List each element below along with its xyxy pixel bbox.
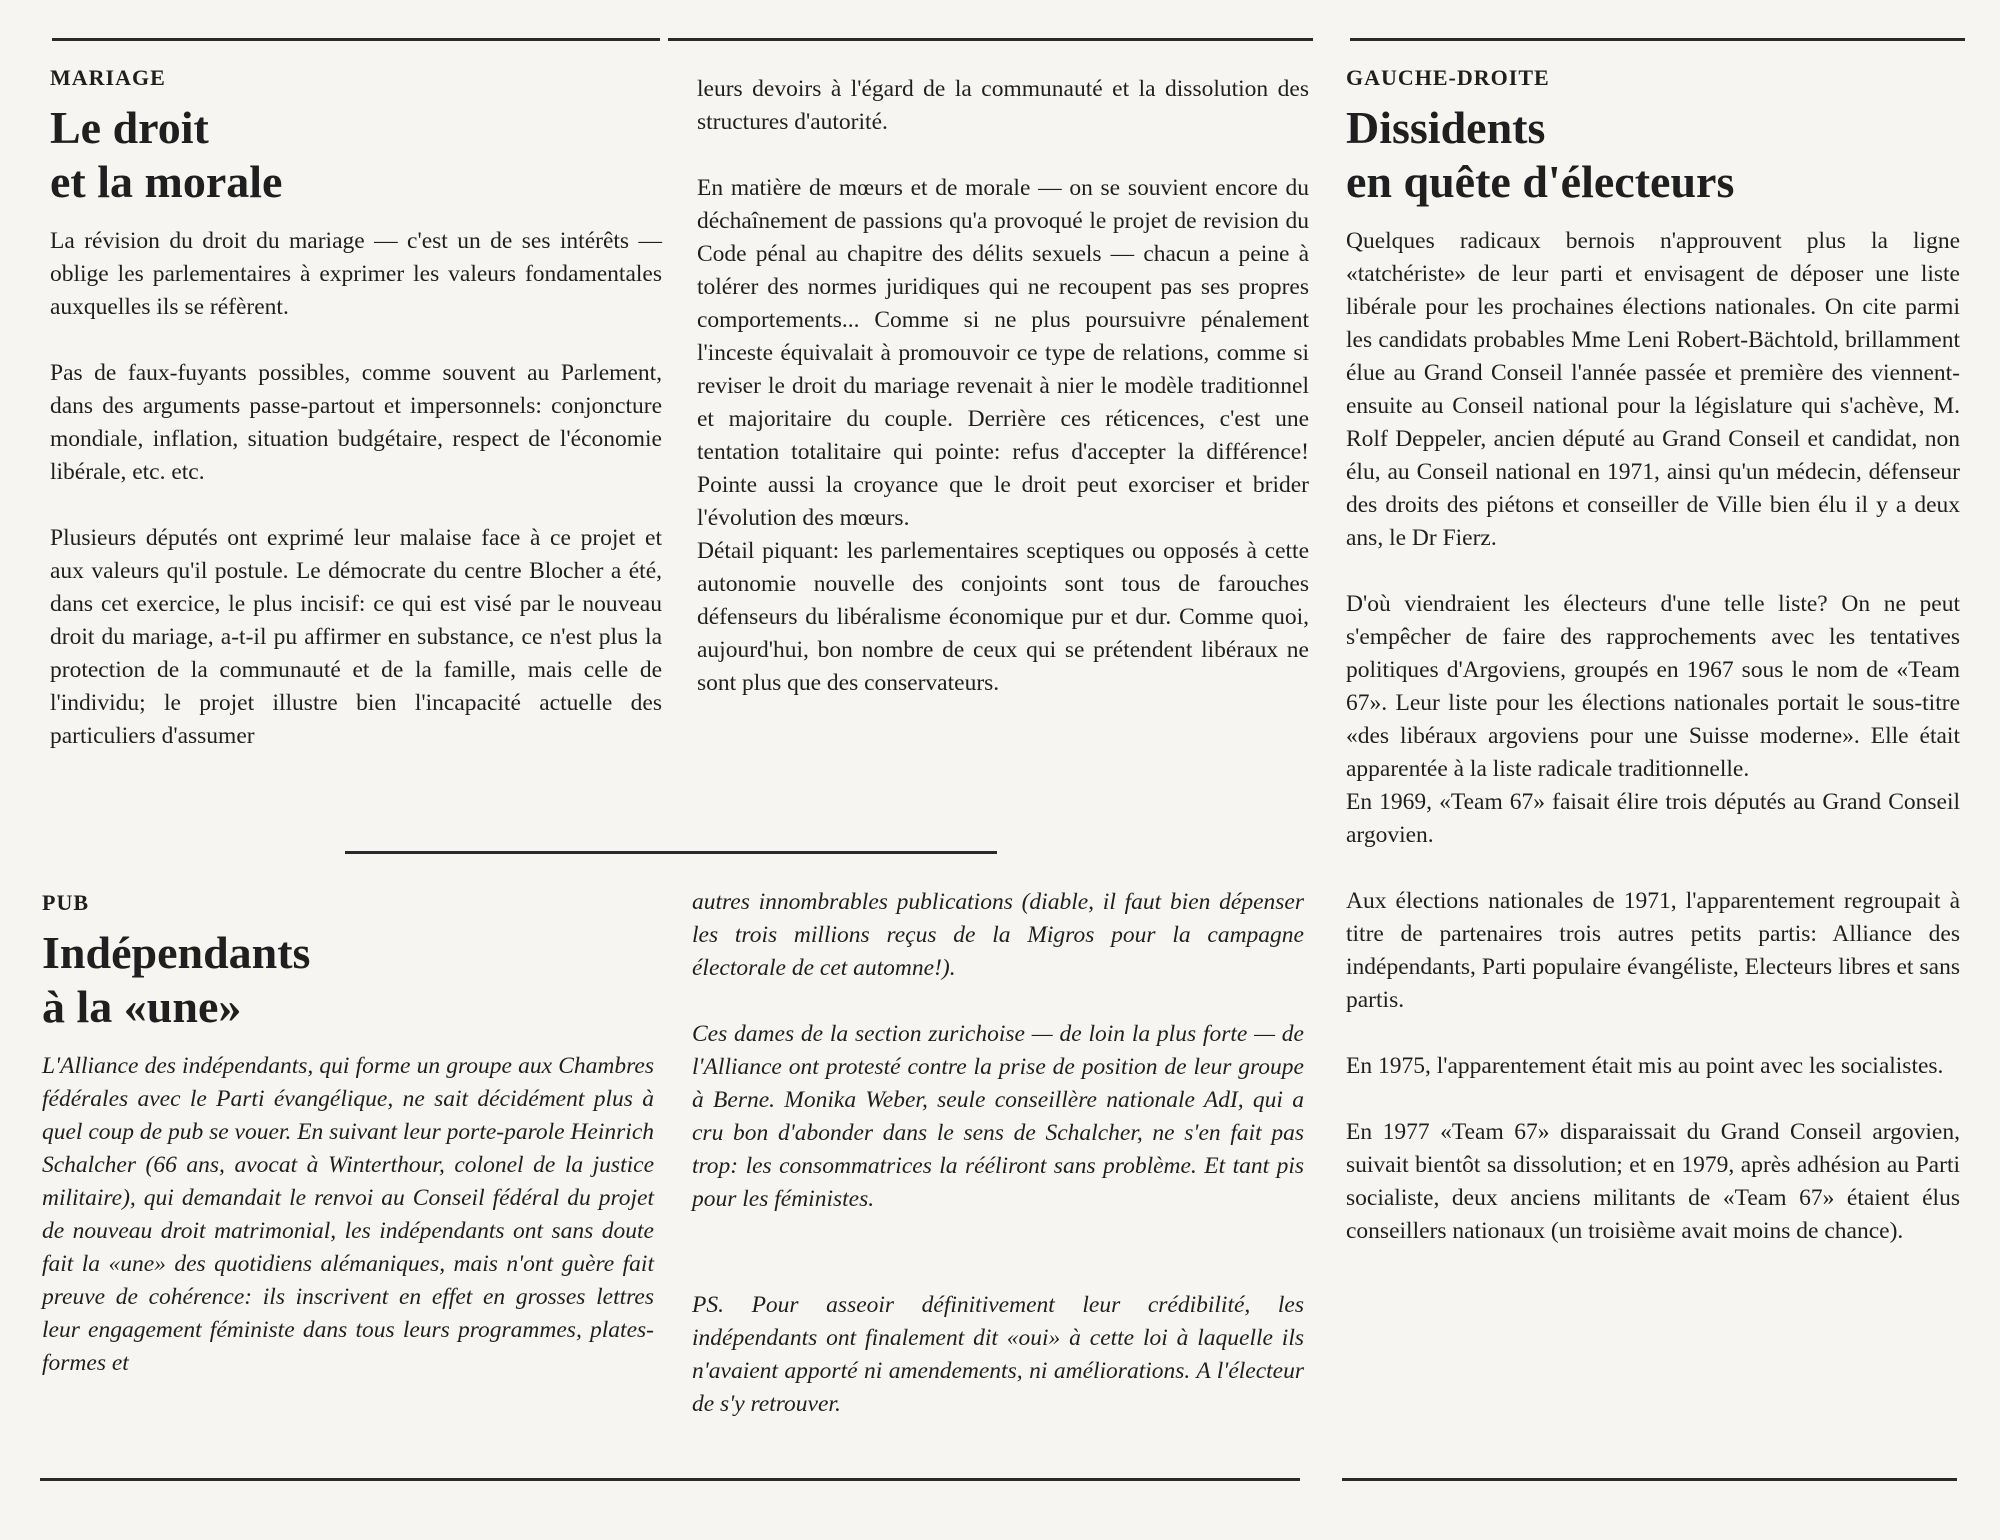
bottom-rule-left xyxy=(40,1478,1300,1481)
top-rule-right xyxy=(1350,38,1965,41)
headline-line: Indépendants xyxy=(42,927,311,978)
headline-line: Le droit xyxy=(50,102,209,153)
pub-column-1 xyxy=(42,890,654,1380)
article-paragraph: L'Alliance des indépendants, qui forme un groupe aux Chambres fédérales avec le Parti évangélique, ne sait décidément plus à quel coup de pub se vouer. En suivant leur porte-parole Heinrich Schalcher (66 ans, avocat à Winterthour, colonel de la justice militaire), qui demandait le renvoi au Conseil fédéral du projet de nouveau droit matrimonial, les indépendants ont sans doute fait la «une» des quotidiens alémaniques, mais n'ont guère fait preuve de cohérence: ils inscrivent en effet en grosses lettres leur engagement féministe dans tous leurs programmes, plates-formes et xyxy=(42,1053,654,1376)
article-headline xyxy=(50,101,662,209)
article-paragraph: leurs devoirs à l'égard de la communauté et la dissolution des structures d'autorité. xyxy=(697,76,1309,135)
article-paragraph: Plusieurs députés ont exprimé leur malaise face à ce projet et aux valeurs qu'il postule. Le démocrate du centre Blocher a été, dans cet exercice, le plus incisif: ce qui est visé par le nouveau droit du mariage, a-t-il pu affirmer en substance, ce n'est plus la protection de la communauté et de la famille, mais celle de l'individu; le projet illustre bien l'incapacité actuelle des particuliers d'assumer xyxy=(50,525,662,749)
article-paragraph: En 1975, l'apparentement était mis au point avec les socialistes. xyxy=(1346,1053,1944,1079)
article-paragraph: autres innombrables publications (diable, il faut bien dépenser les trois millions reçus de la Migros pour la campagne électorale de cet automne!). xyxy=(692,889,1304,981)
article-paragraph: En 1977 «Team 67» disparaissait du Grand Conseil argovien, suivait bientôt sa dissolution; et en 1979, après adhésion au Parti socialiste, deux anciens militants de «Team 67» étaient élus conseillers nationaux (un troisième avait moins de chance). xyxy=(1346,1119,1960,1244)
section-kicker: MARIAGE xyxy=(50,65,166,90)
headline-line: en quête d'électeurs xyxy=(1346,156,1735,207)
headline-line: et la morale xyxy=(50,156,283,207)
article-paragraph: PS. Pour asseoir définitivement leur crédibilité, les indépendants ont finalement dit «oui» à cette loi à laquelle ils n'avaient apporté ni amendements, ni améliorations. A l'électeur de s'y retrouver. xyxy=(692,1292,1304,1417)
gauche-droite-column xyxy=(1346,65,1960,1248)
article-intro: La révision du droit du mariage — c'est un de ses intérêts — oblige les parlementaires à exprimer les valeurs fondamentales auxquelles ils se réfèrent. xyxy=(50,228,662,320)
headline-line: Dissidents xyxy=(1346,102,1546,153)
article-headline xyxy=(1346,101,1960,209)
middle-rule xyxy=(345,851,997,854)
mariage-column-1 xyxy=(50,65,662,753)
pub-column-2 xyxy=(692,886,1304,1421)
section-kicker: GAUCHE-DROITE xyxy=(1346,65,1550,90)
mariage-column-2 xyxy=(697,73,1309,700)
article-paragraph: En 1969, «Team 67» faisait élire trois députés au Grand Conseil argovien. xyxy=(1346,789,1960,848)
headline-line: à la «une» xyxy=(42,981,242,1032)
article-paragraph: D'où viendraient les électeurs d'une telle liste? On ne peut s'empêcher de faire des rapprochements avec les tentatives politiques d'Argoviens, groupés en 1967 sous le nom de «Team 67». Leur liste pour les élections nationales portait le sous-titre «des libéraux argoviens pour une Suisse moderne». Elle était apparentée à la liste radicale traditionnelle. xyxy=(1346,591,1960,782)
article-paragraph: Détail piquant: les parlementaires sceptiques ou opposés à cette autonomie nouvelle des conjoints sont tous de farouches défenseurs du libéralisme économique pur et dur. Comme quoi, aujourd'hui, bon nombre de ceux qui se prétendent libéraux ne sont plus que des conservateurs. xyxy=(697,538,1309,696)
article-headline xyxy=(42,926,654,1034)
article-paragraph: Aux élections nationales de 1971, l'apparentement regroupait à titre de partenaires trois autres petits partis: Alliance des indépendants, Parti populaire évangéliste, Electeurs libres et sans partis. xyxy=(1346,888,1960,1013)
bottom-rule-right xyxy=(1342,1478,1957,1481)
top-rule-middle xyxy=(668,38,1313,41)
top-rule-left xyxy=(52,38,660,41)
article-paragraph: En matière de mœurs et de morale — on se souvient encore du déchaînement de passions qu'a provoqué le projet de revision du Code pénal au chapitre des délits sexuels — chacun a peine à tolérer des normes juridiques qui ne recoupent pas ses propres comportements... Comme si ne plus poursuivre pénalement l'inceste équivalait à promouvoir ce type de relations, comme si reviser le droit du mariage revenait à nier le modèle traditionnel et majoritaire du couple. Derrière ces réticences, c'est une tentation totalitaire qui pointe: refus d'accepter la différence! Pointe aussi la croyance que le droit peut exorciser et brider l'évolution des mœurs. xyxy=(697,175,1309,531)
article-paragraph: Quelques radicaux bernois n'approuvent plus la ligne «tatchériste» de leur parti et envisagent de déposer une liste libérale pour les prochaines élections nationales. On cite parmi les candidats probables Mme Leni Robert-Bächtold, brillamment élue au Grand Conseil l'année passée et première des viennent-ensuite au Conseil national pour la législature qui s'achève, M. Rolf Deppeler, ancien député au Grand Conseil et candidat, non élu, au Conseil national en 1971, ainsi qu'un médecin, défenseur des droits des piétons et conseiller de Ville bien élu il y a deux ans, le Dr Fierz. xyxy=(1346,228,1960,551)
section-kicker: PUB xyxy=(42,890,89,915)
article-paragraph: Ces dames de la section zurichoise — de loin la plus forte — de l'Alliance ont protesté contre la prise de position de leur groupe à Berne. Monika Weber, seule conseillère nationale AdI, qui a cru bon d'abonder dans le sens de Schalcher, ne s'en fait pas trop: les consommatrices la rééliront sans problème. Et tant pis pour les féministes. xyxy=(692,1021,1304,1212)
article-paragraph: Pas de faux-fuyants possibles, comme souvent au Parlement, dans des arguments passe-partout et impersonnels: conjoncture mondiale, inflation, situation budgétaire, respect de l'économie libérale, etc. etc. xyxy=(50,360,662,485)
